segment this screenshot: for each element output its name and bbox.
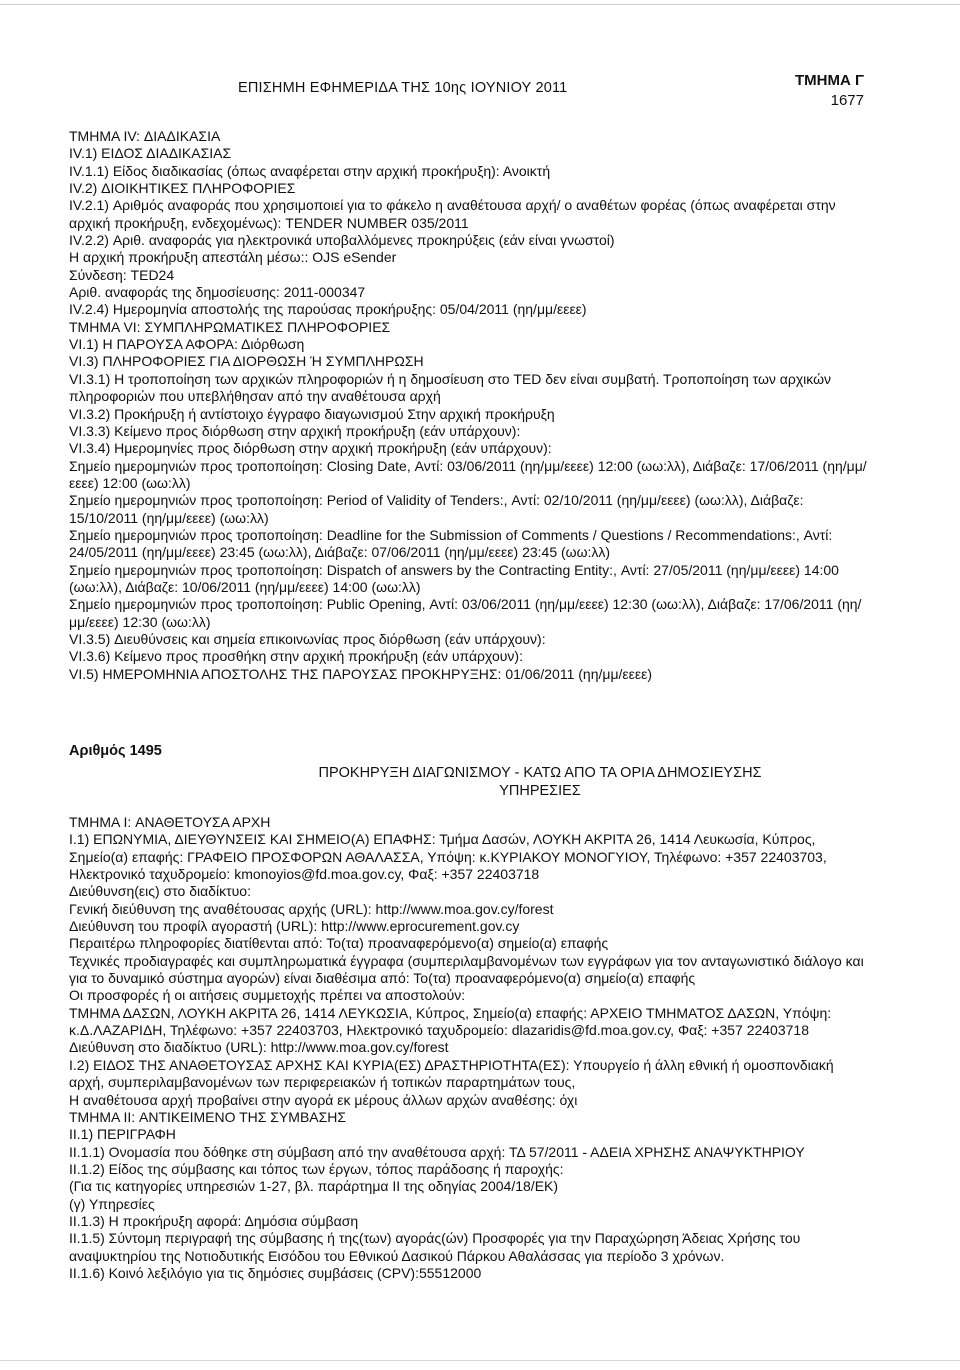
text-line: VI.5) ΗΜΕΡΟΜΗΝΙΑ ΑΠΟΣΤΟΛΗΣ ΤΗΣ ΠΑΡΟΥΣΑΣ ΠΡΟΚΗΡΥΞΗΣ: 01/06/2011 (ηη/μμ/εεεε) — [69, 665, 653, 682]
text-line: Σημείο ημερομηνιών προς τροποποίηση: Public Opening, Αντί: 03/06/2011 (ηη/μμ/εεεε) 12:30 (ωω:λλ), Διάβαζε: 17/06/2011 (ηη/μμ/εεεε) 12:30 (ωω:λλ) — [69, 596, 862, 630]
notice-title-line: ΠΡΟΚΗΡΥΞΗ ΔΙΑΓΩΝΙΣΜΟΥ - ΚΑΤΩ ΑΠΟ ΤΑ ΟΡΙΑ ΔΗΜΟΣΙΕΥΣΗΣ — [318, 765, 762, 781]
text-line: Η αναθέτουσα αρχή προβαίνει στην αγορά εκ μέρους άλλων αρχών αναθέσης: όχι — [69, 1091, 578, 1108]
scan-edge-line — [0, 4, 960, 5]
text-line: Οι προσφορές ή οι αιτήσεις συμμετοχής πρέπει να αποστολούν: — [69, 987, 466, 1004]
text-line: Σημείο ημερομηνιών προς τροποποίηση: Period of Validity of Tenders:, Αντί: 02/10/2011 (ηη/μμ/εεεε) (ωω:λλ), Διάβαζε: 15/10/2011 (ηη/μμ/εεεε) (ωω:λλ) — [69, 492, 804, 526]
text-line: Διεύθυνση του προφίλ αγοραστή (URL): http://www.eprocurement.gov.cy — [69, 918, 520, 935]
text-line: VI.3.6) Κείμενο προς προσθήκη στην αρχική προκήρυξη (εάν υπάρχουν): — [69, 648, 523, 665]
text-line: (γ) Υπηρεσίες — [69, 1195, 155, 1212]
text-line: IV.2.4) Ημερομηνία αποστολής της παρούσας προκήρυξης: 05/04/2011 (ηη/μμ/εεεε) — [69, 301, 587, 318]
text-line: I.2) ΕΙΔΟΣ ΤΗΣ ΑΝΑΘΕΤΟΥΣΑΣ ΑΡΧΗΣ ΚΑΙ ΚΥΡΙΑ(ΕΣ) ΔΡΑΣΤΗΡΙΟΤΗΤΑ(ΕΣ): Υπουργείο ή άλλη εθνική ή ομοσπονδιακή αρχή, συμπεριλαμβανομένων των περιφερειακών ή τοπικών παραρτημάτων τους, — [69, 1056, 834, 1091]
correction-notice-body — [69, 128, 869, 683]
text-line: Διεύθυνση(εις) στο διαδίκτυο: — [69, 883, 251, 900]
text-line: IV.1) ΕΙΔΟΣ ΔΙΑΔΙΚΑΣΙΑΣ — [69, 145, 232, 162]
text-line: Η αρχική προκήρυξη απεστάλη μέσω:: OJS eSender — [69, 249, 397, 266]
text-line: II.1.3) Η προκήρυξη αφορά: Δημόσια σύμβαση — [69, 1212, 359, 1229]
text-line: Γενική διεύθυνση της αναθέτουσας αρχής (URL): http://www.moa.gov.cy/forest — [69, 900, 554, 917]
text-line: ΤΜΗΜΑ II: ΑΝΤΙΚΕΙΜΕΝΟ ΤΗΣ ΣΥΜΒΑΣΗΣ — [69, 1108, 347, 1125]
text-line: II.1) ΠΕΡΙΓΡΑΦΗ — [69, 1126, 176, 1143]
text-line: ΤΜΗΜΑ IV: ΔΙΑΔΙΚΑΣΙΑ — [69, 128, 221, 144]
text-line: (Για τις κατηγορίες υπηρεσιών 1-27, βλ. παράρτημα II της οδηγίας 2004/18/ΕΚ) — [69, 1178, 559, 1195]
section-label: ΤΜΗΜΑ Γ — [794, 72, 864, 89]
text-line: IV.2) ΔΙΟΙΚΗΤΙΚΕΣ ΠΛΗΡΟΦΟΡΙΕΣ — [69, 180, 296, 197]
text-line: VI.3.5) Διευθύνσεις και σημεία επικοινωνίας προς διόρθωση (εάν υπάρχουν): — [69, 630, 546, 647]
text-line: ΤΜΗΜΑ ΔΑΣΩΝ, ΛΟΥΚΗ ΑΚΡΙΤΑ 26, 1414 ΛΕΥΚΩΣΙΑ, Κύπρος, Σημείο(α) επαφής: ΑΡΧΕΙΟ ΤΜΗΜΑΤΟΣ ΔΑΣΩΝ, Υπόψη: κ.Δ.ΛΑΖΑΡΙΔΗ, Τηλέφωνο: +357 22403703, Ηλεκτρονικό ταχυδρομείο: dlazaridis@fd.moa.gov.cy, Φαξ: +357 22403718 — [69, 1004, 832, 1039]
text-line: I.1) ΕΠΩΝΥΜΙΑ, ΔΙΕΥΘΥΝΣΕΙΣ ΚΑΙ ΣΗΜΕΙΟ(Α) ΕΠΑΦΗΣ: Τμήμα Δασών, ΛΟΥΚΗ ΑΚΡΙΤΑ 26, 1414 Λευκωσία, Κύπρος, Σημείο(α) επαφής: ΓΡΑΦΕΙΟ ΠΡΟΣΦΟΡΩΝ ΑΘΑΛΑΣΣΑ, Υπόψη: κ.ΚΥΡΙΑΚΟΥ ΜΟΝΟΓΥΙΟΥ, Τηλέφωνο: +357 22403703, Ηλεκτρονικό ταχυδρομείο: kmonoyios@fd.moa.gov.cy, Φαξ: +357 22403718 — [69, 831, 827, 883]
text-line: VI.3) ΠΛΗΡΟΦΟΡΙΕΣ ΓΙΑ ΔΙΟΡΘΩΣΗ Ή ΣΥΜΠΛΗΡΩΣΗ — [69, 353, 424, 370]
text-line: Τεχνικές προδιαγραφές και συμπληρωματικά έγγραφα (συμπεριλαμβανομένων των εγγράφων για τον ανταγωνιστικό διάλογο και για το δυναμικό σύστημα αγορών) είναι διαθέσιμα από: Το(τα) προαναφερόμενο(α) σημείο(α) επαφής — [69, 952, 864, 987]
text-line: IV.2.2) Αριθ. αναφοράς για ηλεκτρονικά υποβαλλόμενες προκηρύξεις (εάν είναι γνωστοί) — [69, 232, 615, 249]
text-line: II.1.6) Κοινό λεξιλόγιο για τις δημόσιες συμβάσεις (CPV):55512000 — [69, 1264, 482, 1281]
journal-header: ΕΠΙΣΗΜΗ ΕΦΗΜΕΡΙΔΑ ΤΗΣ 10ης ΙΟΥΝΙΟΥ 2011 — [238, 80, 568, 96]
text-line: Αριθ. αναφοράς της δημοσίευσης: 2011-000347 — [69, 284, 366, 301]
tender-notice-body — [69, 814, 869, 1282]
text-line: VI.3.3) Κείμενο προς διόρθωση στην αρχική προκήρυξη (εάν υπάρχουν): — [69, 422, 521, 439]
text-line: II.1.1) Ονομασία που δόθηκε στη σύμβαση από την αναθέτουσα αρχή: ΤΔ 57/2011 - ΑΔΕΙΑ ΧΡΗΣΗΣ ΑΝΑΨΥΚΤΗΡΙΟΥ — [69, 1143, 805, 1160]
text-line: IV.2.1) Αριθμός αναφοράς που χρησιμοποιεί για το φάκελο η αναθέτουσα αρχή/ ο αναθέτων φορέας (όπως αναφέρεται στην αρχική προκήρυξη, ενδεχομένως): TENDER NUMBER 035/2011 — [69, 197, 836, 231]
notice-title-line: ΥΠΗΡΕΣΙΕΣ — [499, 783, 581, 799]
text-line: Σύνδεση: TED24 — [69, 266, 175, 283]
notice-title — [240, 764, 840, 800]
scan-edge-line — [0, 1360, 960, 1361]
notice-number: Αριθμός 1495 — [69, 743, 162, 759]
text-line: Σημείο ημερομηνιών προς τροποποίηση: Dispatch of answers by the Contracting Entity:, Αντί: 27/05/2011 (ηη/μμ/εεεε) 14:00 (ωω:λλ), Διάβαζε: 10/06/2011 (ηη/μμ/εεεε) 14:00 (ωω:λλ) — [69, 561, 839, 595]
text-line: II.1.5) Σύντομη περιγραφή της σύμβασης ή της(των) αγοράς(ών) Προσφορές για την Παραχώρηση Άδειας Χρήσης του αναψυκτηρίου της Νοτιοδυτικής Εισόδου του Εθνικού Δασικού Πάρκου Αθαλάσσας για περίοδο 3 χρόνων. — [69, 1230, 801, 1264]
text-line: ΤΜΗΜΑ VI: ΣΥΜΠΛΗΡΩΜΑΤΙΚΕΣ ΠΛΗΡΟΦΟΡΙΕΣ — [69, 318, 391, 335]
text-line: VI.3.1) Η τροποποίηση των αρχικών πληροφοριών ή η δημοσίευση στο TED δεν είναι συμβατή. Τροποποίηση των αρχικών πληροφοριών που υπεβλήθησαν από την αναθέτουσα αρχή — [69, 370, 832, 405]
text-line: Διεύθυνση στο διαδίκτυο (URL): http://www.moa.gov.cy/forest — [69, 1039, 449, 1056]
text-line: Περαιτέρω πληροφορίες διατίθενται από: Το(τα) προαναφερόμενο(α) σημείο(α) επαφής — [69, 935, 609, 952]
text-line: VI.3.2) Προκήρυξη ή αντίστοιχο έγγραφο διαγωνισμού Στην αρχική προκήρυξη — [69, 405, 555, 422]
text-line: IV.1.1) Είδος διαδικασίας (όπως αναφέρεται στην αρχική προκήρυξη): Ανοικτή — [69, 162, 551, 179]
text-line: Σημείο ημερομηνιών προς τροποποίηση: Deadline for the Submission of Comments / Questions / Recommendations:, Αντί: 24/05/2011 (ηη/μμ/εεεε) 23:45 (ωω:λλ), Διάβαζε: 07/06/2011 (ηη/μμ/εεεε) 23:45 (ωω:λλ) — [69, 526, 833, 561]
page-number: 1677 — [830, 92, 864, 109]
text-line: Σημείο ημερομηνιών προς τροποποίηση: Closing Date, Αντί: 03/06/2011 (ηη/μμ/εεεε) 12:00 (ωω:λλ), Διάβαζε: 17/06/2011 (ηη/μμ/εεεε) 12:00 (ωω:λλ) — [69, 457, 867, 491]
text-line: VI.3.4) Ημερομηνίες προς διόρθωση στην αρχική προκήρυξη (εάν υπάρχουν): — [69, 440, 552, 457]
text-line: ΤΜΗΜΑ I: ΑΝΑΘΕΤΟΥΣΑ ΑΡΧΗ — [69, 814, 271, 830]
text-line: VI.1) Η ΠΑΡΟΥΣΑ ΑΦΟΡΑ: Διόρθωση — [69, 336, 305, 353]
text-line: II.1.2) Είδος της σύμβασης και τόπος των έργων, τόπος παράδοσης ή παροχής: — [69, 1160, 564, 1177]
